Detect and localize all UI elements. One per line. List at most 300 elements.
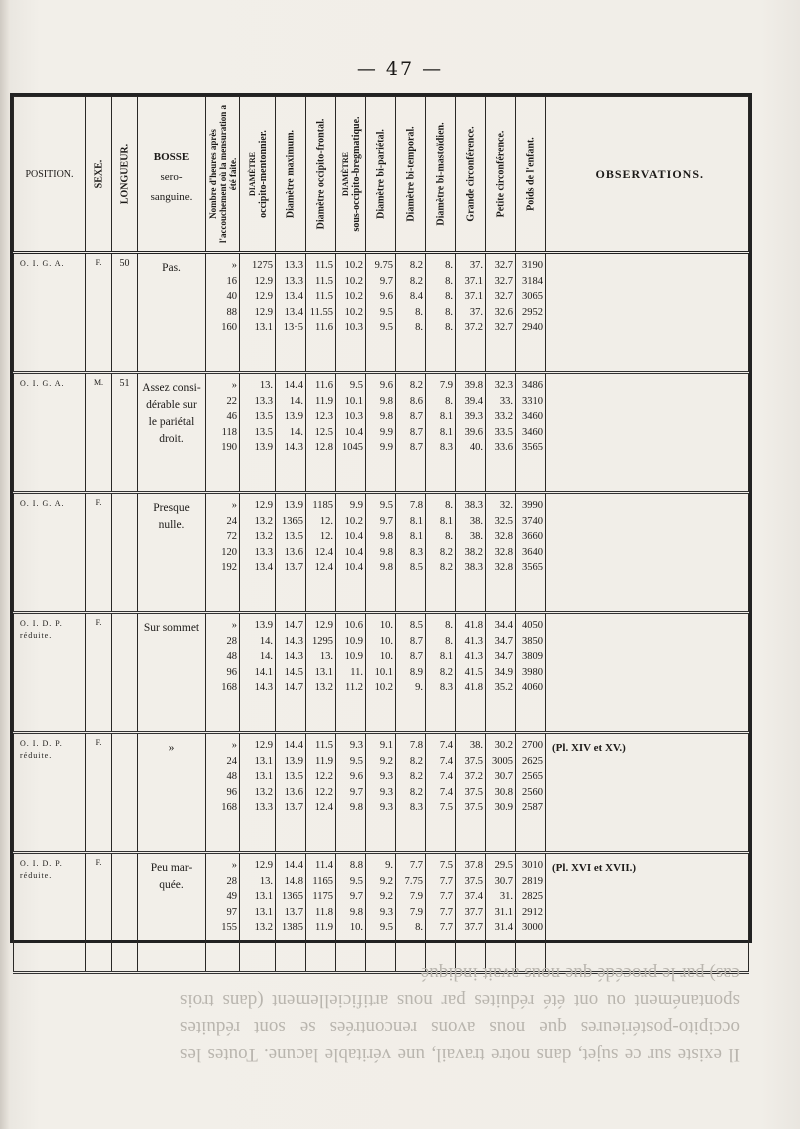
value: 33.6 [494,442,513,453]
cell-bi-par [366,613,396,733]
value: 9.9 [379,426,393,438]
value: 9.8 [379,546,393,558]
cell-petite [486,853,516,973]
value: 32.6 [494,306,513,318]
value: 38.3 [464,500,483,511]
cell-grande [456,253,486,373]
value: 9.8 [379,562,393,573]
value: 11. [350,666,363,678]
value: 14.7 [284,682,303,693]
value: 9.7 [379,515,393,527]
value: 37. [469,260,483,271]
value: 168 [221,802,237,813]
bosse-line: le pariétal [148,416,195,428]
value: 9.8 [349,906,363,918]
value: 9.5 [349,875,363,887]
value: 13. [259,380,273,391]
value: » [231,620,237,631]
value: 2952 [522,306,543,318]
cell-maximum [276,613,306,733]
cell-poids [516,733,546,853]
value: 10. [379,635,393,647]
value: 37.8 [464,860,483,871]
value: 72 [226,531,237,542]
value: 13.4 [254,562,273,573]
value: 13.2 [314,682,333,693]
value: 7.5 [439,860,453,871]
value: 88 [226,306,237,318]
value: 9.7 [349,891,363,902]
value: 41.5 [464,666,483,678]
value: 7.9 [409,891,423,902]
cell-position: O. I. D. P. réduite. [14,733,86,853]
cell-heures [206,373,240,493]
value: 9.9 [379,442,393,453]
bosse-line: » [168,742,175,754]
value: 37.1 [464,275,483,287]
cell-heures [206,253,240,373]
value: 37.2 [464,322,483,333]
value: 14.4 [284,740,303,751]
header-bi-mastoidien: Diamètre bi-mastoïdien. [426,97,456,253]
value: 28 [226,875,237,887]
value: 32.3 [494,380,513,391]
value: 39.4 [464,395,483,407]
cell-bi-par [366,493,396,613]
value: 12.3 [314,411,333,422]
value: 9.5 [379,922,393,933]
value: 10.2 [344,306,363,318]
value: 9.3 [379,786,393,798]
value: 8. [445,500,453,511]
value: 8.2 [439,562,453,573]
value: 8.9 [409,666,423,678]
value: 1045 [342,442,363,453]
value: 9.3 [349,740,363,751]
value: 8.1 [409,531,423,542]
cell-bi-temp [396,733,426,853]
value: 10.3 [344,411,363,422]
value: 8.6 [409,395,423,407]
cell-sexe: F. [86,493,112,613]
bosse-line: Pas. [162,262,181,274]
value: 39.8 [464,380,483,391]
cell-bi-mast [426,733,456,853]
value: 13.9 [284,411,303,422]
value: 3486 [522,380,543,391]
cell-poids [516,493,546,613]
value: 13.3 [284,260,303,271]
cell-occ-ment [240,373,276,493]
value: 11.6 [315,380,333,391]
value: 10. [379,620,393,631]
value: 37.7 [464,922,483,933]
value: 32.8 [494,562,513,573]
value: 8.1 [439,411,453,422]
value: 12.2 [314,771,333,782]
cell-occ-ment [240,493,276,613]
value: 8.7 [409,411,423,422]
value: 11.5 [315,291,333,302]
cell-observations [546,613,749,733]
table-row [14,373,749,493]
value: 12.4 [314,546,333,558]
cell-position: O. I. D. P. réduite. [14,853,86,973]
value: 13.2 [254,531,273,542]
cell-observations [546,253,749,373]
value: 37.5 [464,875,483,887]
value: 46 [226,411,237,422]
value: 3310 [522,395,543,407]
cell-occ-front [306,733,336,853]
value: 8. [445,275,453,287]
bosse-line: dérable sur [146,399,197,411]
value: 9.5 [379,306,393,318]
value: 3980 [522,666,543,678]
header-heures: Nombre d'heures après l'accouchement où la mensuration a été faite. [206,97,240,253]
value: 3010 [522,860,543,871]
value: 1385 [282,922,303,933]
value: 8. [445,322,453,333]
cell-sous-occ [336,733,366,853]
cell-bi-temp [396,613,426,733]
value: 12. [319,515,333,527]
value: 34.4 [494,620,513,631]
cell-observations [546,493,749,613]
value: 1365 [282,515,303,527]
cell-sous-occ [336,493,366,613]
cell-bi-temp [396,253,426,373]
measurements-table [10,93,752,943]
value: 30.7 [494,771,513,782]
value: 12.4 [314,802,333,813]
bosse-line: Assez consi- [142,382,201,394]
cell-sexe: F. [86,853,112,973]
value: 155 [221,922,237,933]
value: 32.5 [494,515,513,527]
value: 8.8 [349,860,363,871]
value: 14.3 [254,682,273,693]
cell-longueur [112,493,138,613]
cell-occ-front [306,493,336,613]
value: 8.7 [409,442,423,453]
value: 14.3 [284,635,303,647]
value: 8.2 [409,275,423,287]
value: 13.3 [254,395,273,407]
value: 31.4 [494,922,513,933]
value: 13.7 [284,802,303,813]
cell-sous-occ [336,613,366,733]
value: 3190 [522,260,543,271]
cell-bosse [138,733,206,853]
bosse-line: Presque [153,502,190,514]
value: 38. [469,515,483,527]
value: 11.5 [315,260,333,271]
value: 9.3 [379,802,393,813]
cell-sous-occ [336,853,366,973]
value: 28 [226,635,237,647]
value: 9.2 [379,891,393,902]
value: 8. [445,260,453,271]
cell-petite [486,253,516,373]
value: 8.2 [439,546,453,558]
value: 11.5 [315,275,333,287]
value: 10.4 [344,562,363,573]
value: 30.9 [494,802,513,813]
cell-grande [456,373,486,493]
value: 168 [221,682,237,693]
value: 37.2 [464,771,483,782]
value: 14. [289,395,303,407]
value: 8. [445,395,453,407]
cell-position: O. I. G. A. [14,253,86,373]
cell-heures [206,493,240,613]
value: 9.8 [379,531,393,542]
value: 12.9 [254,740,273,751]
value: 8.3 [409,802,423,813]
value: 12.8 [314,442,333,453]
value: 9.3 [379,906,393,918]
value: 10.2 [344,291,363,302]
value: 9.7 [379,275,393,287]
value: 13.6 [284,546,303,558]
cell-heures [206,613,240,733]
cell-longueur [112,733,138,853]
value: 40. [469,442,483,453]
value: 3809 [522,651,543,662]
value: 190 [221,442,237,453]
value: 3990 [522,500,543,511]
value: 160 [221,322,237,333]
value: 3000 [522,922,543,933]
value: 38.3 [464,562,483,573]
value: 11.5 [315,740,333,751]
cell-occ-ment [240,733,276,853]
header-longueur: LONGUEUR. [112,97,138,253]
cell-sexe: M. [86,373,112,493]
value: 37.5 [464,802,483,813]
value: 37.7 [464,906,483,918]
cell-observations: (Pl. XVI et XVII.) [546,853,749,973]
header-poids: Poids de l'enfant. [516,97,546,253]
value: 9.6 [379,291,393,302]
value: 13.1 [254,755,273,767]
value: 96 [226,786,237,798]
cell-bi-mast [426,613,456,733]
value: 30.8 [494,786,513,798]
value: 37.1 [464,291,483,302]
cell-poids [516,853,546,973]
value: 8.2 [409,771,423,782]
cell-maximum [276,733,306,853]
value: 9.3 [379,771,393,782]
value: 12.4 [314,562,333,573]
cell-grande [456,733,486,853]
value: 39.6 [464,426,483,438]
value: 31.1 [494,906,513,918]
value: 13·5 [283,322,303,333]
value: 13.1 [314,666,333,678]
cell-longueur: 51 [112,373,138,493]
value: 32.7 [494,291,513,302]
value: 9.7 [349,786,363,798]
value: 3005 [492,755,513,767]
bosse-line: Sur sommet [143,622,200,634]
value: 7.7 [439,906,453,918]
value: 7.5 [439,802,453,813]
value: 7.4 [439,786,453,798]
value: 32.7 [494,260,513,271]
value: 11.2 [345,682,363,693]
value: 4060 [522,682,543,693]
value: 10. [379,651,393,662]
value: 12.9 [254,306,273,318]
bleed-through-text: Il existe sur ce sujet, dans notre travail, une véritable lacune. Toutes les occipito-postérieures que nous avons rencontrées se sont réduites spontanément ou ont été réduites par nous artificiellement (dans trois cas) par le procédé que nous avait indiqué [180,963,740,1065]
header-diametre-maximum: Diamètre maximum. [276,97,306,253]
value: 14.3 [284,651,303,662]
value: 30.7 [494,875,513,887]
header-bi-temporal: Diamètre bi-temporal. [396,97,426,253]
value: 8.1 [409,515,423,527]
value: 13.9 [284,500,303,511]
value: 13.5 [254,426,273,438]
value: 14. [289,426,303,438]
value: 13.1 [254,891,273,902]
value: 11.9 [315,395,333,407]
cell-bi-temp [396,373,426,493]
value: 7.7 [439,922,453,933]
cell-longueur [112,853,138,973]
value: 13.2 [254,786,273,798]
value: 48 [226,771,237,782]
value: 9.2 [379,755,393,767]
value: 10.2 [344,515,363,527]
value: 14.1 [254,666,273,678]
cell-occ-ment [240,853,276,973]
cell-petite [486,613,516,733]
value: 38.2 [464,546,483,558]
value: 32.7 [494,322,513,333]
value: 13.5 [284,531,303,542]
value: 8. [445,291,453,302]
value: 7.7 [409,860,423,871]
cell-heures [206,733,240,853]
value: 8. [445,531,453,542]
value: 24 [226,755,237,767]
value: 10.2 [344,275,363,287]
table-row [14,733,749,853]
value: 34.7 [494,635,513,647]
value: 9.5 [349,755,363,767]
cell-grande [456,613,486,733]
value: 97 [226,906,237,918]
value: 8.3 [409,546,423,558]
header-bosse: BOSSE sero- sanguine. [138,97,206,253]
value: 13. [319,651,333,662]
value: 3460 [522,411,543,422]
value: 120 [221,546,237,558]
cell-bi-temp [396,853,426,973]
value: 9.5 [379,500,393,511]
cell-occ-ment [240,613,276,733]
value: 8. [415,322,423,333]
value: 8.4 [409,291,423,302]
value: 10. [349,922,363,933]
cell-sous-occ [336,253,366,373]
cell-petite [486,493,516,613]
cell-bosse [138,253,206,373]
value: 14.8 [284,875,303,887]
header-position: POSITION. [14,97,86,253]
value: 33. [499,395,513,407]
value: 2912 [522,906,543,918]
value: 13.3 [284,275,303,287]
cell-heures [206,853,240,973]
cell-petite [486,373,516,493]
value: 13.5 [254,411,273,422]
cell-bi-mast [426,253,456,373]
value: 7.4 [439,755,453,767]
value: 1295 [312,635,333,647]
value: 12.5 [314,426,333,438]
value: 11.55 [309,306,333,318]
value: 1185 [312,500,333,511]
value: 3065 [522,291,543,302]
value: 38. [469,531,483,542]
cell-position: O. I. D. P. réduite. [14,613,86,733]
value: 9.75 [374,260,393,271]
value: 48 [226,651,237,662]
value: 10.9 [344,635,363,647]
table-row [14,853,749,973]
header-sous-occipito-bregmatique: DIAMÈTRE sous-occipito-bregmatique. [336,97,366,253]
value: 1275 [252,260,273,271]
cell-sexe: F. [86,613,112,733]
value: 13.5 [284,771,303,782]
cell-poids [516,253,546,373]
value: 32.8 [494,546,513,558]
value: 7.4 [439,771,453,782]
value: 13.9 [254,620,273,631]
value: 10.2 [374,682,393,693]
value: 7.9 [439,380,453,391]
bosse-line: quée. [159,879,184,891]
bosse-line: nulle. [158,519,185,531]
value: 3565 [522,442,543,453]
book-binding-shadow [0,0,10,1129]
value: 14. [259,651,273,662]
value: 10.2 [344,260,363,271]
value: 2565 [522,771,543,782]
value: 9.6 [379,380,393,391]
value: 9.8 [379,395,393,407]
cell-occ-front [306,613,336,733]
value: 13.7 [284,906,303,918]
value: 1175 [312,891,333,902]
value: 8.5 [409,620,423,631]
value: 8.1 [439,515,453,527]
value: 9.8 [379,411,393,422]
cell-bosse [138,493,206,613]
value: 10.9 [344,651,363,662]
value: 2560 [522,786,543,798]
cell-sous-occ [336,373,366,493]
cell-bi-par [366,253,396,373]
value: 3850 [522,635,543,647]
value: 13.4 [284,291,303,302]
value: » [231,740,237,751]
value: 40 [226,291,237,302]
